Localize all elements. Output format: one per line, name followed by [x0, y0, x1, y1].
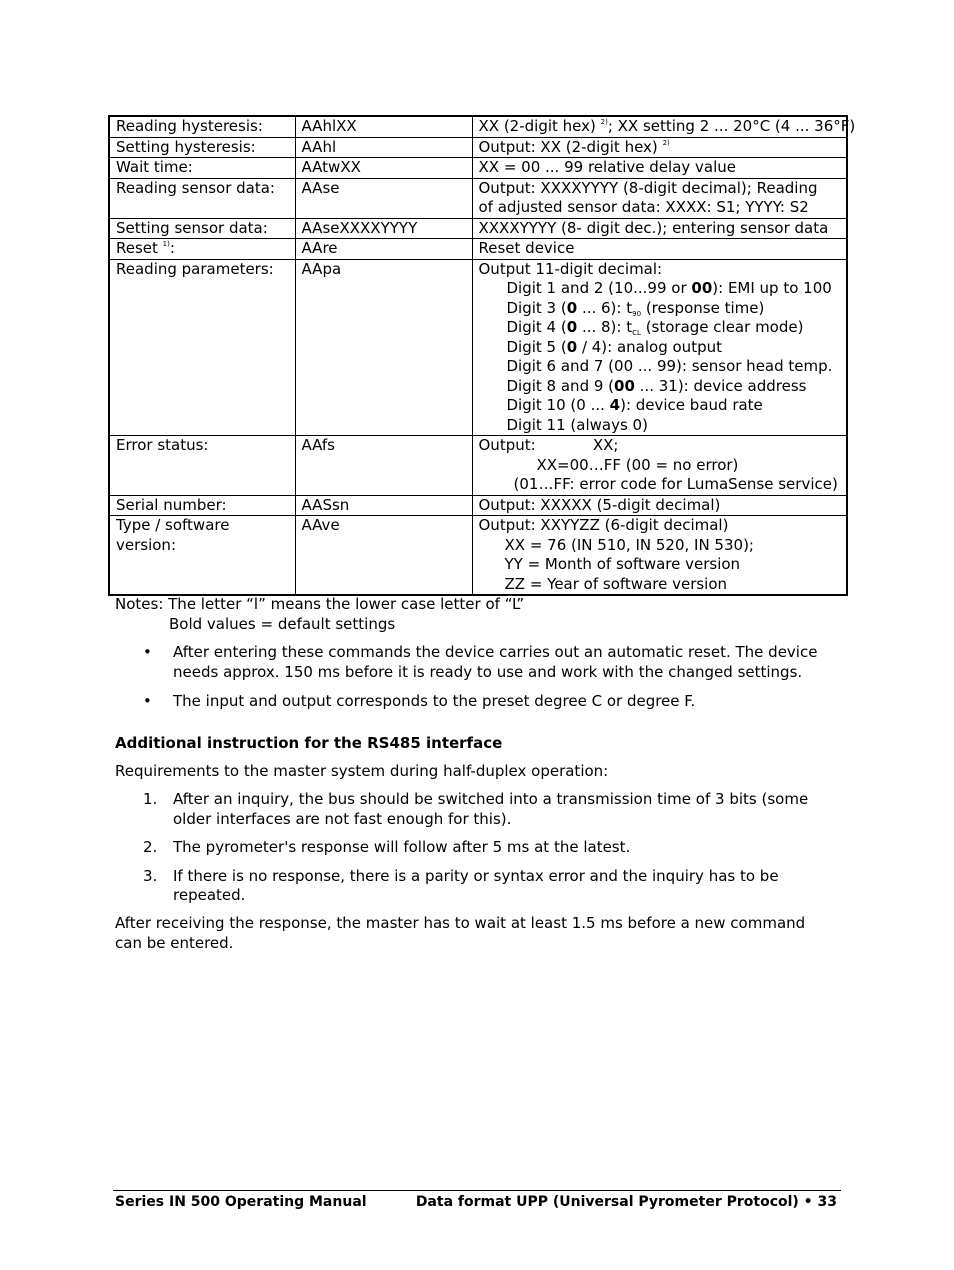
command-name: [109, 516, 295, 596]
list-item-text: The input and output corresponds to the preset degree C or degree F.: [173, 692, 696, 710]
default-value: 4: [609, 396, 621, 414]
command-description: Output: XXXXX (5-digit decimal): [472, 495, 847, 516]
list-number: 3.: [143, 866, 158, 885]
numbered-list: [115, 790, 835, 915]
command-name: Setting sensor data:: [109, 218, 295, 239]
command-code: AAtwXX: [295, 158, 472, 179]
desc-line: Output: XXXXYYYY (8-digit decimal); Reading: [478, 178, 818, 197]
list-item-text: After an inquiry, the bus should be switched into a transmission time of 3 bits (some older interfaces are not fast enough for this).: [173, 790, 809, 828]
list-item-text: If there is no response, there is a parity or syntax error and the inquiry has to be repeated.: [173, 866, 779, 904]
command-name: Error status:: [109, 436, 295, 496]
digit-text: Digit 3 (: [506, 298, 567, 317]
name-line: Type / software: [116, 516, 230, 534]
command-code: AAhl: [295, 137, 472, 158]
name-text: Reset: [116, 239, 163, 257]
digit-text: ): EMI up to 100: [712, 279, 832, 297]
digit-text: (response time): [641, 298, 765, 317]
desc-line: of adjusted sensor data: XXXX: S1; YYYY: S2: [478, 198, 809, 216]
digit-line: [479, 318, 841, 338]
list-number: 2.: [143, 838, 158, 856]
desc-text: Output: XX (2-digit hex): [478, 137, 663, 156]
command-description: [472, 178, 847, 218]
digit-line: [479, 416, 841, 436]
command-description: [472, 137, 847, 158]
command-code: AAve: [295, 516, 472, 596]
default-value: 00: [691, 279, 713, 297]
digit-text: Digit 8 and 9 (: [506, 376, 615, 395]
desc-line: (01…FF: error code for LumaSense service): [513, 475, 838, 493]
command-code: AAfs: [295, 436, 472, 496]
default-value: 0: [566, 337, 578, 356]
command-name: Reading parameters:: [109, 259, 295, 436]
name-text: :: [169, 239, 175, 257]
footnote-ref: 2): [600, 118, 608, 126]
digit-text: Digit 1 and 2 (10...99 or: [506, 279, 692, 297]
command-description: Reset device: [472, 239, 847, 260]
desc-line: ZZ = Year of software version: [504, 574, 728, 593]
notes-line: Notes: The letter “l” means the lower case letter of “L”: [115, 595, 525, 613]
list-item-text: The pyrometer's response will follow after 5 ms at the latest.: [173, 838, 631, 856]
digit-line: [479, 299, 841, 319]
command-code: AASsn: [295, 495, 472, 516]
bullet-icon: •: [143, 692, 152, 710]
command-name: Reading hysteresis:: [109, 116, 295, 137]
default-value: 0: [566, 318, 578, 336]
command-name: Serial number:: [109, 495, 295, 516]
command-description: XXXXYYYY (8- digit dec.); entering sensor data: [472, 218, 847, 239]
desc-line: Output: XX;: [478, 436, 619, 454]
digit-text: ): device baud rate: [620, 396, 763, 414]
command-description: [472, 259, 847, 436]
subscript: CL: [632, 329, 641, 337]
digit-line: [479, 377, 841, 397]
footnote-ref: 1): [162, 240, 170, 248]
desc-line: Output 11-digit decimal:: [478, 259, 663, 278]
default-value: 0: [566, 298, 578, 317]
digit-text: Digit 4 (: [506, 318, 567, 336]
footer-divider: [113, 1190, 841, 1191]
command-code: AAse: [295, 178, 472, 218]
table-row: [109, 239, 847, 260]
digit-text: Digit 5 (: [506, 337, 567, 356]
default-value: 00: [614, 376, 635, 395]
table-row: [109, 259, 847, 436]
command-description: [472, 116, 856, 137]
digit-text: (storage clear mode): [640, 318, 804, 336]
footer-section-page: Data format UPP (Universal Pyrometer Protocol) • 33: [415, 1194, 837, 1210]
command-name: Wait time:: [109, 158, 295, 179]
section-heading: Additional instruction for the RS485 interface: [115, 734, 503, 752]
footnote-ref: 2): [662, 138, 670, 147]
command-description: XX = 00 ... 99 relative delay value: [472, 158, 847, 179]
digit-text: ... 6): t: [577, 298, 633, 317]
table-row: [109, 116, 847, 137]
name-line: version:: [116, 535, 176, 554]
table-row: [109, 178, 847, 218]
notes: [115, 594, 524, 634]
command-name: [109, 239, 295, 260]
table-row: [109, 436, 847, 496]
command-name: Setting hysteresis:: [109, 137, 295, 158]
list-item: [115, 867, 835, 906]
list-item: [115, 692, 835, 712]
table-row: [109, 218, 847, 239]
footer-manual-title: Series IN 500 Operating Manual: [115, 1194, 367, 1210]
command-name: Reading sensor data:: [109, 178, 295, 218]
digit-line: [479, 279, 841, 299]
list-item: [115, 643, 835, 682]
list-item: [115, 790, 835, 829]
command-code: AApa: [295, 259, 472, 436]
paragraph: Requirements to the master system during half-duplex operation:: [115, 762, 609, 780]
desc-line: XX=00…FF (00 = no error): [536, 455, 739, 474]
digit-line: [479, 357, 841, 377]
table-row: [109, 495, 847, 516]
notes-line: Bold values = default settings: [169, 615, 396, 633]
paragraph: After receiving the response, the master has to wait at least 1.5 ms before a new command can be entered.: [115, 914, 806, 952]
list-item: [115, 838, 835, 858]
digit-text: Digit 10 (0 ...: [506, 396, 610, 414]
command-code: AAhlXX: [295, 116, 472, 137]
table-row: [109, 158, 847, 179]
digit-text: / 4): analog output: [577, 337, 722, 356]
desc-line: Output: XXYYZZ (6-digit decimal): [478, 516, 729, 534]
list-number: 1.: [143, 790, 158, 808]
command-description: [472, 516, 847, 596]
command-description: [472, 436, 847, 496]
desc-text: XX (2-digit hex): [478, 117, 601, 135]
command-code: AAseXXXXYYYY: [295, 218, 472, 239]
subscript: 90: [632, 309, 642, 318]
digit-line: [479, 396, 841, 416]
desc-text: ; XX setting 2 ... 20°C (4 ... 36°F): [607, 117, 856, 135]
digit-text: ... 31): device address: [634, 376, 807, 395]
table-row: [109, 137, 847, 158]
digit-text: Digit 6 and 7 (00 ... 99): sensor head temp.: [506, 357, 833, 375]
digit-text: Digit 11 (always 0): [506, 415, 648, 434]
bullet-list: [115, 643, 835, 722]
list-item-text: After entering these commands the device carries out an automatic reset. The device needs approx. 150 ms before it is ready to use and work with the changed settings.: [173, 643, 818, 681]
desc-line: XX = 76 (IN 510, IN 520, IN 530);: [504, 535, 754, 554]
digit-line: [479, 338, 841, 358]
desc-line: YY = Month of software version: [504, 555, 741, 573]
command-table: [108, 115, 856, 596]
command-code: AAre: [295, 239, 472, 260]
bullet-icon: •: [143, 643, 152, 661]
table-row: [109, 516, 847, 596]
digit-text: ... 8): t: [577, 318, 633, 336]
